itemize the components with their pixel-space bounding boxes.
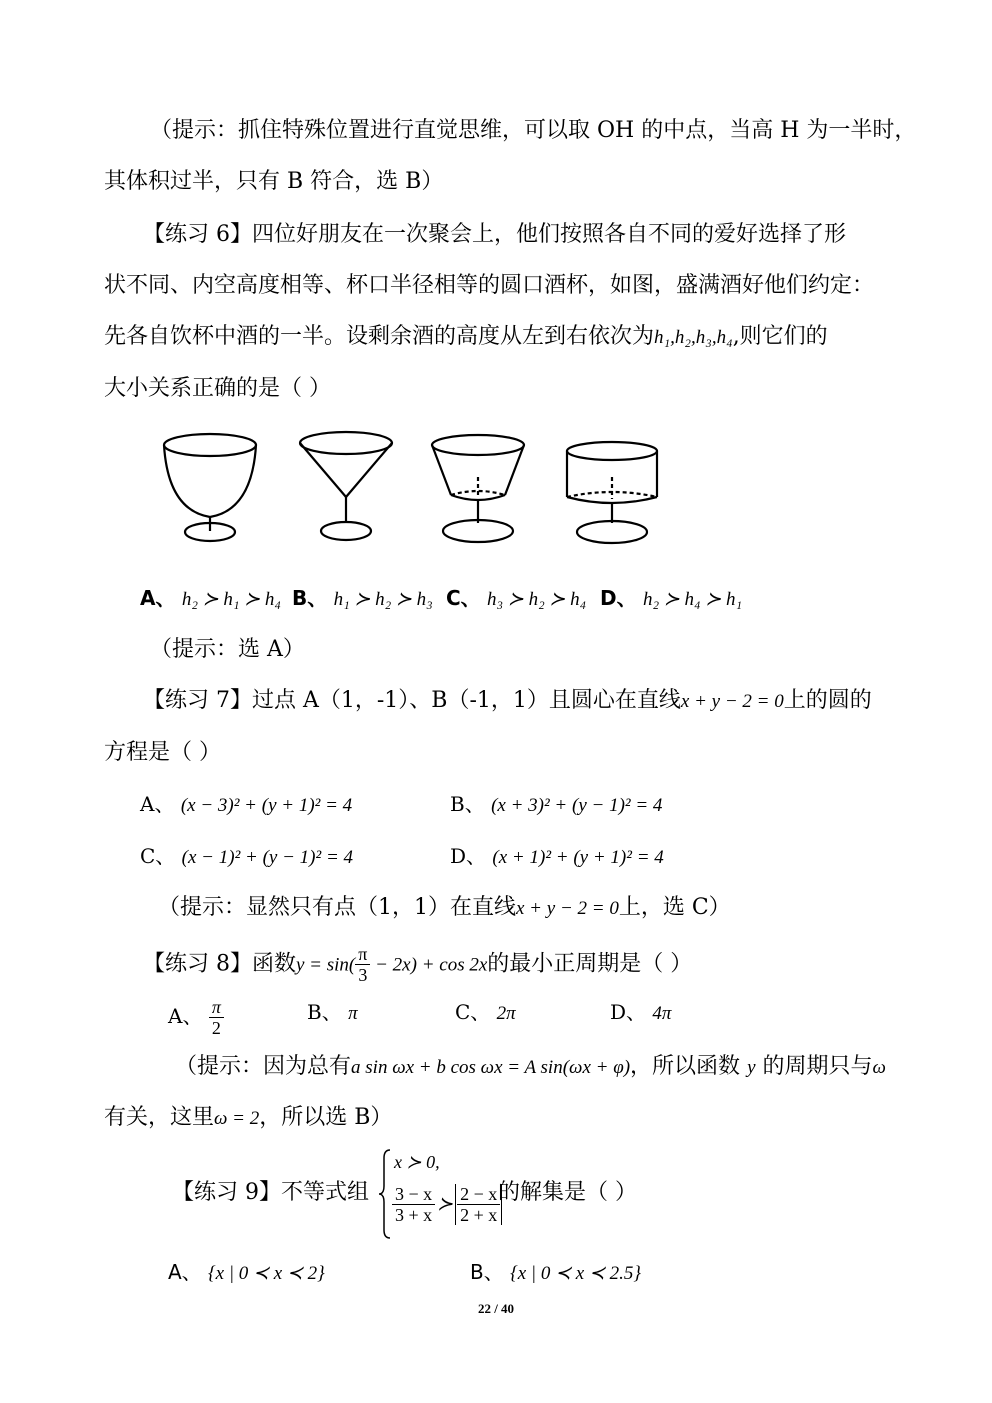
fraction-denominator: 2 bbox=[211, 1018, 221, 1038]
exercise-6-line-3 bbox=[104, 322, 828, 353]
ex8-option-a-label: A、 bbox=[168, 1004, 203, 1028]
ex7-option-c-math: (x − 1)² + (y − 1)² = 4 bbox=[181, 847, 354, 868]
exercise-8-hint2-text-1: 有关，这里 bbox=[104, 1105, 215, 1130]
condition-1: x ≻ 0, bbox=[394, 1152, 440, 1172]
left-brace bbox=[378, 1148, 392, 1240]
ex8-option-b bbox=[307, 997, 358, 1029]
heights-formula: h₁,h₂,h₃,h₄ bbox=[654, 327, 733, 348]
fraction-2-minus-x bbox=[457, 1184, 500, 1225]
greater-than-symbol: ≻ bbox=[437, 1194, 454, 1215]
exercise-8-hint-text-1: （提示：因为总有 bbox=[175, 1054, 352, 1079]
exercise-6-line-3-end: ,则它们的 bbox=[732, 324, 828, 349]
ex7-option-a-math: (x − 3)² + (y + 1)² = 4 bbox=[180, 795, 353, 816]
exercise-8-hint-math-3: ω bbox=[872, 1057, 886, 1078]
exercise-8-line-1-end: 的最小正周期是（ ） bbox=[487, 951, 693, 977]
exercise-8-hint-text-3: 的周期只与 bbox=[762, 1054, 873, 1079]
ex7-option-a-label: A、 bbox=[140, 792, 175, 816]
absolute-value bbox=[455, 1184, 502, 1225]
condition-2 bbox=[392, 1184, 502, 1225]
ex9-option-b-label: B、 bbox=[470, 1260, 504, 1284]
ex6-option-b-label: B、 bbox=[292, 586, 328, 610]
ex6-option-d-label: D、 bbox=[600, 586, 637, 610]
ex8-option-b-math: π bbox=[348, 1003, 358, 1024]
exercise-8-hint2-text-2: ，所以选 B） bbox=[259, 1105, 393, 1130]
ex8-option-d-label: D、 bbox=[610, 1000, 647, 1024]
ex7-option-d-math: (x + 1)² + (y + 1)² = 4 bbox=[492, 847, 664, 868]
exercise-6-line-3-text: 先各自饮杯中酒的一半。设剩余酒的高度从左到右依次为 bbox=[104, 324, 655, 349]
glass-1-hemisphere bbox=[164, 434, 256, 541]
ex6-option-c bbox=[446, 583, 586, 615]
exercise-8-hint-math-1: a sin ωx + b cos ωx = A sin(ωx + φ) bbox=[351, 1057, 631, 1078]
exercise-7-line-1 bbox=[143, 686, 872, 717]
exercise-7-hint-end: 上，选 C） bbox=[618, 895, 731, 920]
pi-over-3-fraction bbox=[355, 944, 370, 985]
fraction-denominator: 3 bbox=[358, 965, 368, 985]
ex6-option-a bbox=[140, 583, 281, 615]
exercise-7-line-1-text: 【练习 7】过点 A（1，-1）、B（-1，1）且圆心在直线 bbox=[143, 688, 681, 713]
ex9-option-a-math: {x | 0 ≺ x ≺ 2} bbox=[208, 1263, 325, 1284]
ex8-option-b-label: B、 bbox=[307, 1000, 342, 1024]
ex8-option-a bbox=[168, 997, 224, 1038]
ex7-option-b-math: (x + 3)² + (y − 1)² = 4 bbox=[491, 795, 663, 816]
fraction-numerator: π bbox=[209, 997, 224, 1018]
exercise-8-hint-text-2: ，所以函数 bbox=[630, 1054, 741, 1079]
ex9-option-b bbox=[470, 1257, 641, 1289]
glass-2-cone bbox=[300, 432, 392, 540]
inequality-system bbox=[378, 1148, 503, 1240]
fraction-numerator: π bbox=[355, 944, 370, 965]
hint-5-line-1: （提示：抓住特殊位置进行直觉思维，可以取 OH 的中点，当高 H 为一半时， bbox=[150, 118, 917, 143]
function-start: y = sin( bbox=[296, 954, 356, 976]
ex6-option-c-math: h₃ ≻ h₂ ≻ h₄ bbox=[487, 589, 587, 610]
wine-glasses-figure bbox=[140, 425, 700, 555]
exercise-7-line-2: 方程是（ ） bbox=[104, 740, 221, 765]
exercise-8-line-1-text: 【练习 8】函数 bbox=[143, 951, 296, 977]
ex7-option-d bbox=[450, 841, 664, 873]
exercise-8-hint-line-1 bbox=[175, 1052, 886, 1083]
ex8-option-c-math: 2π bbox=[496, 1003, 516, 1024]
ex6-option-b bbox=[292, 583, 433, 615]
exercise-8-hint2-math: ω = 2 bbox=[214, 1108, 260, 1129]
exercise-7-hint-text: （提示：显然只有点（1，1）在直线 bbox=[158, 895, 516, 920]
glass-3-frustum bbox=[432, 435, 524, 542]
fraction-numerator: 3 − x bbox=[392, 1184, 435, 1205]
exercise-6-hint: （提示：选 A） bbox=[150, 637, 305, 662]
ex9-option-b-math: {x | 0 ≺ x ≺ 2.5} bbox=[510, 1263, 641, 1284]
ex6-option-b-math: h₁ ≻ h₂ ≻ h₃ bbox=[333, 589, 433, 610]
fraction-3-minus-x bbox=[392, 1184, 435, 1225]
ex7-option-c bbox=[140, 841, 353, 873]
exercise-8-hint-line-2 bbox=[104, 1103, 392, 1134]
ex8-option-d-math: 4π bbox=[652, 1003, 672, 1024]
fraction-denominator: 2 + x bbox=[460, 1205, 498, 1225]
exercise-9-end: 的解集是（ ） bbox=[498, 1180, 637, 1205]
ex7-option-b-label: B、 bbox=[450, 792, 485, 816]
ex7-option-d-label: D、 bbox=[450, 844, 487, 868]
ex9-option-a bbox=[168, 1257, 325, 1289]
line-equation: x + y − 2 = 0 bbox=[680, 691, 784, 712]
ex8-option-d bbox=[610, 997, 671, 1029]
ex7-option-a bbox=[140, 789, 352, 821]
ex6-option-a-label: A、 bbox=[140, 586, 176, 610]
exercise-8-line-1 bbox=[143, 944, 692, 985]
exercise-9-label: 【练习 9】不等式组 bbox=[172, 1180, 369, 1205]
ex8-option-c bbox=[455, 997, 516, 1029]
function-end: − 2x) + cos 2x bbox=[370, 954, 488, 976]
exercise-7-line-1-end: 上的圆的 bbox=[783, 688, 872, 713]
ex8-option-c-label: C、 bbox=[455, 1000, 491, 1024]
exercise-6-line-2: 状不同、内空高度相等、杯口半径相等的圆口酒杯，如图，盛满酒好他们约定： bbox=[104, 273, 875, 298]
fraction-denominator: 3 + x bbox=[395, 1205, 433, 1225]
ex6-option-c-label: C、 bbox=[446, 586, 481, 610]
hint-5-line-2: 其体积过半，只有 B 符合，选 B） bbox=[104, 169, 444, 194]
ex6-option-d-math: h₂ ≻ h₄ ≻ h₁ bbox=[642, 589, 743, 610]
glass-4-cylinder bbox=[567, 442, 657, 543]
pi-over-2-fraction bbox=[209, 997, 224, 1038]
exercise-8-hint-math-2: y bbox=[747, 1057, 756, 1078]
ex7-option-b bbox=[450, 789, 662, 821]
ex7-option-c-label: C、 bbox=[140, 844, 176, 868]
ex6-option-d bbox=[600, 583, 742, 615]
exercise-7-hint bbox=[158, 893, 731, 924]
fraction-numerator: 2 − x bbox=[457, 1184, 500, 1205]
ex6-option-a-math: h₂ ≻ h₁ ≻ h₄ bbox=[181, 589, 281, 610]
exercise-6-line-1: 【练习 6】四位好朋友在一次聚会上，他们按照各自不同的爱好选择了形 bbox=[143, 222, 846, 247]
ex9-option-a-label: A、 bbox=[168, 1260, 202, 1284]
exercise-6-line-4: 大小关系正确的是（ ） bbox=[104, 376, 331, 401]
exercise-7-hint-math: x + y − 2 = 0 bbox=[516, 898, 619, 919]
page-number: 22 / 40 bbox=[477, 1301, 515, 1316]
